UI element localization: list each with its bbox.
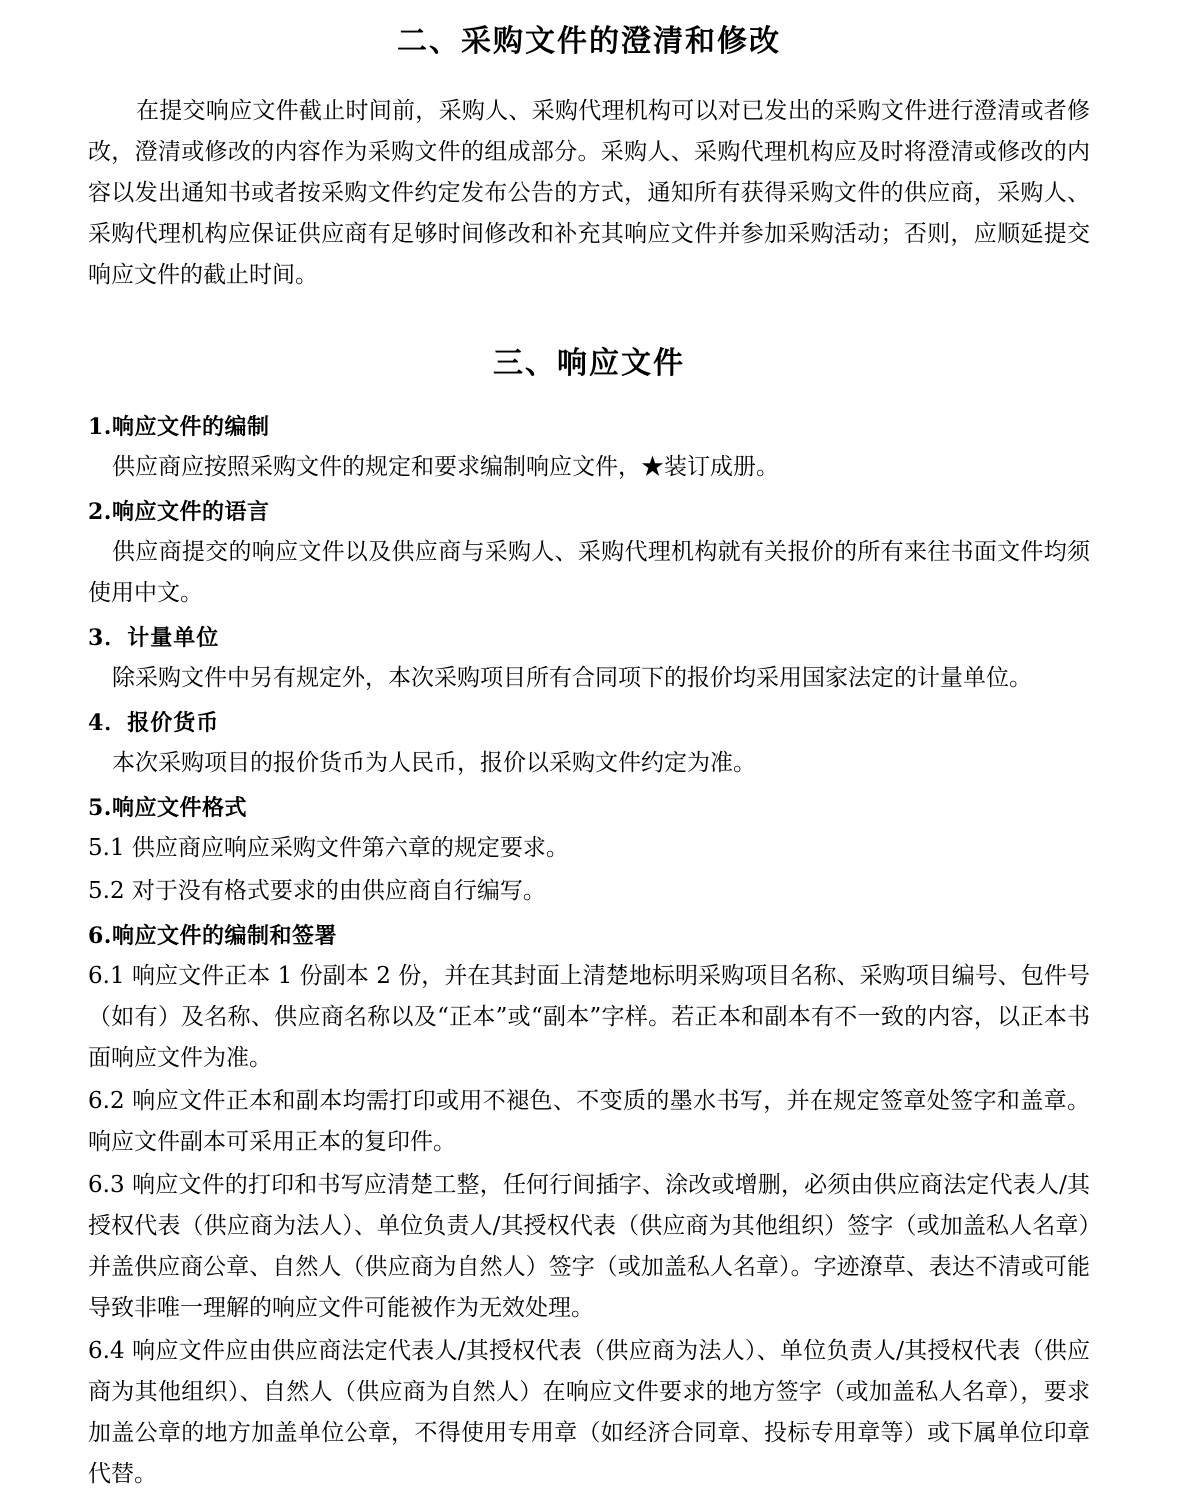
subsection-3-paragraph-1: 除采购文件中另有规定外，本次采购项目所有合同项下的报价均采用国家法定的计量单位。 xyxy=(112,665,1032,691)
subsection-response-language xyxy=(88,494,1090,614)
subsection-5-paragraph-1: 5.1 供应商应响应采购文件第六章的规定要求。 xyxy=(88,835,569,861)
subsection-5-paragraph-2: 5.2 对于没有格式要求的由供应商自行编写。 xyxy=(88,878,546,904)
subsection-response-compilation xyxy=(88,409,1090,488)
subsection-quotation-currency xyxy=(88,705,1090,784)
subsection-response-format xyxy=(88,790,1090,912)
section-heading-two: 二、采购文件的澄清和修改 xyxy=(397,24,781,59)
section-heading-three: 三、响应文件 xyxy=(493,346,685,381)
subsection-title-1: 1.响应文件的编制 xyxy=(88,414,270,440)
subsection-title-6: 6.响应文件的编制和签署 xyxy=(88,923,337,949)
subsection-1-paragraph-1: 供应商应按照采购文件的规定和要求编制响应文件，★装订成册。 xyxy=(112,454,779,480)
subsection-title-4: 4．报价货币 xyxy=(88,710,220,736)
section-two-paragraph-1: 在提交响应文件截止时间前，采购人、采购代理机构可以对已发出的采购文件进行澄清或者修改，澄清或修改的内容作为采购文件的组成部分。采购人、采购代理机构应及时将澄清或修改的内容以发出通知书或者按采购文件约定发布公告的方式，通知所有获得采购文件的供应商，采购人、采购代理机构应保证供应商有足够时间修改和补充其响应文件并参加采购活动；否则，应顺延提交响应文件的截止时间。 xyxy=(88,98,1090,288)
subsection-compilation-signature xyxy=(88,918,1090,1495)
subsection-2-paragraph-1: 供应商提交的响应文件以及供应商与采购人、采购代理机构就有关报价的所有来往书面文件均须使用中文。 xyxy=(88,539,1090,606)
subsection-title-5: 5.响应文件格式 xyxy=(88,795,247,821)
subsection-6-paragraph-2: 6.2 响应文件正本和副本均需打印或用不褪色、不变质的墨水书写，并在规定签章处签字和盖章。响应文件副本可采用正本的复印件。 xyxy=(88,1088,1090,1155)
subsection-measurement-unit xyxy=(88,620,1090,699)
subsection-6-paragraph-1: 6.1 响应文件正本 1 份副本 2 份，并在其封面上清楚地标明采购项目名称、采购项目编号、包件号（如有）及名称、供应商名称以及“正本”或“副本”字样。若正本和副本有不一致的内容，以正本书面响应文件为准。 xyxy=(88,963,1090,1071)
subsection-title-2: 2.响应文件的语言 xyxy=(88,499,270,525)
subsection-6-paragraph-4: 6.4 响应文件应由供应商法定代表人/其授权代表（供应商为法人）、单位负责人/其授权代表（供应商为其他组织）、自然人（供应商为自然人）在响应文件要求的地方签字（或加盖私人名章），要求加盖公章的地方加盖单位公章，不得使用专用章（如经济合同章、投标专用章等）或下属单位印章代替。 xyxy=(88,1338,1090,1487)
subsection-title-3: 3．计量单位 xyxy=(88,625,220,651)
subsection-6-paragraph-3: 6.3 响应文件的打印和书写应清楚工整，任何行间插字、涂改或增删，必须由供应商法定代表人/其授权代表（供应商为法人）、单位负责人/其授权代表（供应商为其他组织）签字（或加盖私人名章）并盖供应商公章、自然人（供应商为自然人）签字（或加盖私人名章）。字迹潦草、表达不清或可能导致非唯一理解的响应文件可能被作为无效处理。 xyxy=(88,1172,1090,1321)
subsection-4-paragraph-1: 本次采购项目的报价货币为人民币，报价以采购文件约定为准。 xyxy=(112,750,756,776)
